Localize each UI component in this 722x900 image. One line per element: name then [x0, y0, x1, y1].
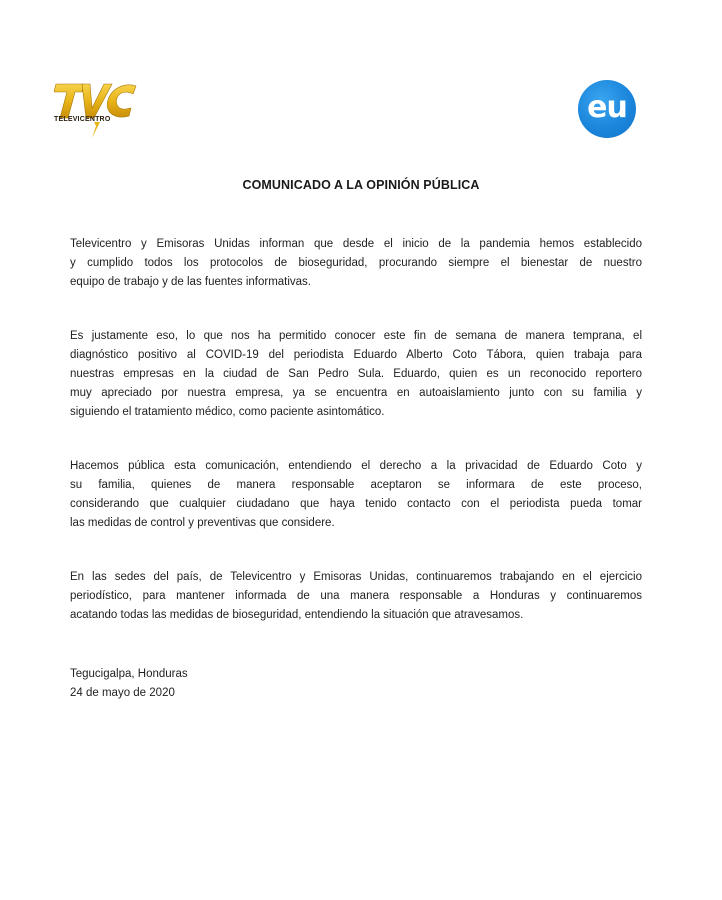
text-line: su familia, quienes de manera responsable aceptaron se informara de este proceso, [70, 479, 642, 491]
text-line: y cumplido todos los protocolos de bioseguridad, procurando siempre el bienestar de nuestro [70, 257, 642, 269]
text-line: muy apreciado por nuestra empresa, ya se encuentra en autoaislamiento junto con su familia y [70, 387, 642, 399]
televicentro-subtext: TELEVICENTRO [54, 116, 111, 123]
text-line: acatando todas las medidas de bioseguridad, entendiendo la situación que atravesamos. [70, 609, 524, 621]
text-line: nuestras empresas en la ciudad de San Pedro Sula. Eduardo, quien es un reconocido reportero [70, 368, 642, 380]
signature-place: Tegucigalpa, Honduras [70, 668, 188, 680]
text-line: diagnóstico positivo al COVID-19 del periodista Eduardo Alberto Coto Tábora, quien trabaja para [70, 349, 642, 361]
signature-date: 24 de mayo de 2020 [70, 687, 175, 699]
document-title: COMUNICADO A LA OPINIÓN PÚBLICA [242, 178, 480, 192]
text-line: Es justamente eso, lo que nos ha permitido conocer este fin de semana de manera temprana, el [70, 330, 642, 342]
text-line: siguiendo el tratamiento médico, como paciente asintomático. [70, 406, 385, 418]
paragraph-4 [70, 568, 642, 625]
text-line: considerando que cualquier ciudadano que haya tenido contacto con el periodista pueda tomar [70, 498, 642, 510]
text-line: Televicentro y Emisoras Unidas informan que desde el inicio de la pandemia hemos establecido [70, 238, 642, 250]
paragraph-2 [70, 327, 642, 422]
televicentro-logo [54, 78, 138, 140]
document-body [70, 235, 642, 660]
text-line: En las sedes del país, de Televicentro y Emisoras Unidas, continuaremos trabajando en el ejercicio [70, 571, 642, 583]
paragraph-3 [70, 457, 642, 533]
paragraph-1 [70, 235, 642, 292]
emisoras-unidas-logo [578, 80, 636, 138]
text-line: las medidas de control y preventivas que considere. [70, 517, 335, 529]
text-line: periodístico, para mantener informada de una manera responsable a Honduras y continuaremos [70, 590, 642, 602]
tvc-logo-graphic [54, 78, 138, 140]
text-line: Hacemos pública esta comunicación, entendiendo el derecho a la privacidad de Eduardo Coto y [70, 460, 642, 472]
signature-block [70, 665, 188, 703]
text-line: equipo de trabajo y de las fuentes informativas. [70, 276, 312, 288]
eu-logo-text: eu [587, 89, 627, 125]
